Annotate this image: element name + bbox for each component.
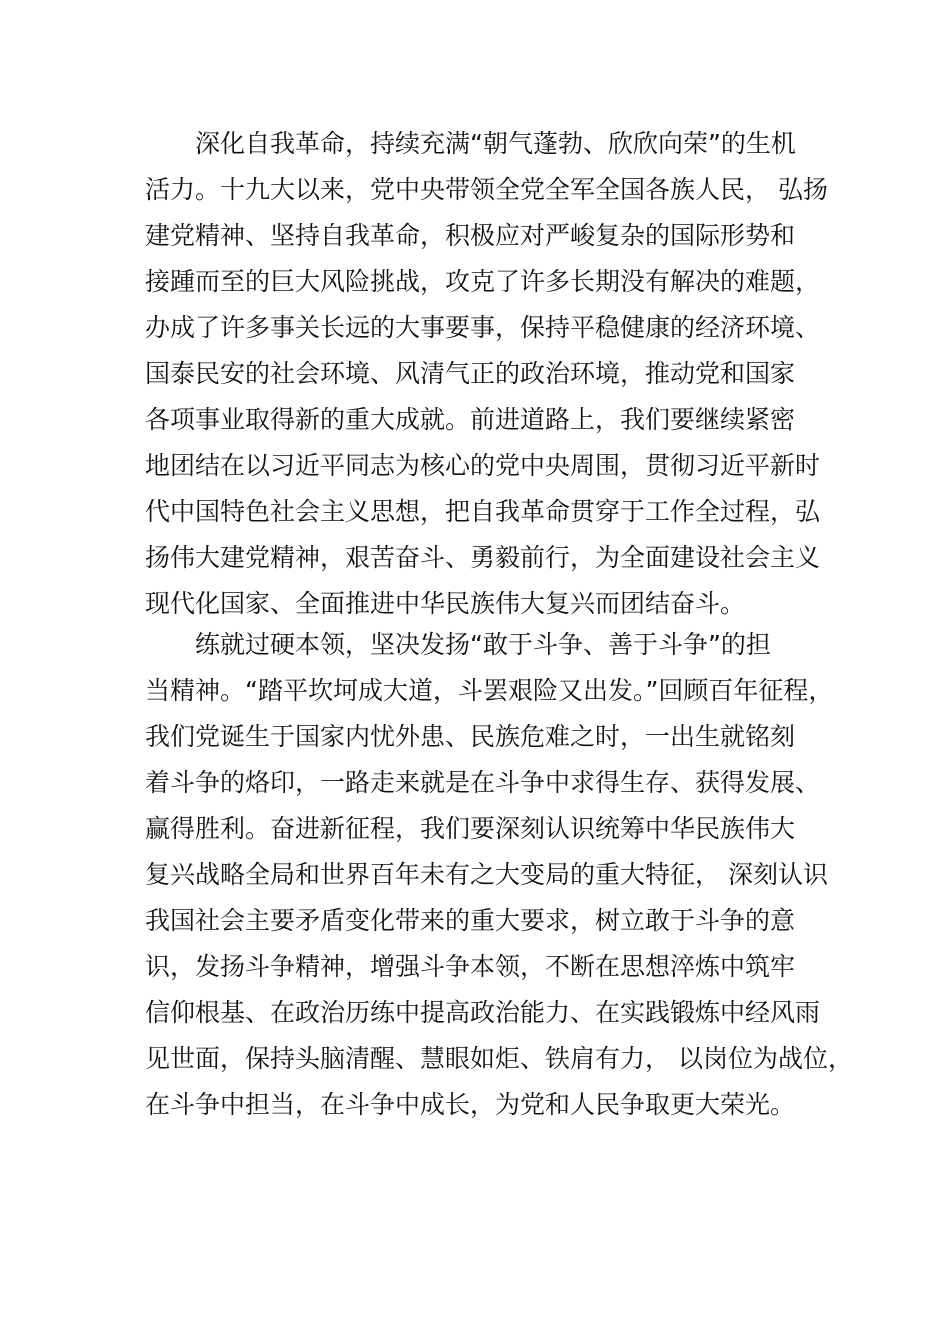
paragraph-line: 扬伟大建党精神，艰苦奋斗、勇毅前行，为全面建设社会主义 <box>145 543 821 572</box>
paragraph-line: 地团结在以习近平同志为核心的党中央周围，贯彻习近平新时 <box>145 451 821 480</box>
paragraph-line: 赢得胜利。奋进新征程，我们要深刻认识统筹中华民族伟大 <box>145 814 796 843</box>
paragraph-line: 接踵而至的巨大风险挑战，攻克了许多长期没有解决的难题， <box>145 267 821 296</box>
paragraph-line: 复兴战略全局和世界百年未有之大变局的重大特征， 深刻认识 <box>145 860 828 889</box>
paragraph-self-revolution <box>145 121 828 627</box>
paragraph-line: 我国社会主要矛盾变化带来的重大要求，树立敢于斗争的意 <box>145 906 796 935</box>
paragraph-line: 信仰根基、在政治历练中提高政治能力、在实践锻炼中经风雨 <box>145 998 821 1027</box>
paragraph-line: 活力。十九大以来，党中央带领全党全军全国各族人民， 弘扬 <box>145 175 828 204</box>
paragraph-line: 识，发扬斗争精神，增强斗争本领，不断在思想淬炼中筑牢 <box>145 952 796 981</box>
paragraph-line: 在斗争中担当，在斗争中成长，为党和人民争取更大荣光。 <box>145 1090 796 1119</box>
paragraph-line: 深化自我革命，持续充满“朝气蓬勃、欣欣向荣”的生机 <box>195 129 796 158</box>
paragraph-line: 见世面，保持头脑清醒、慧眼如炬、铁肩有力， 以岗位为战位， <box>145 1044 853 1073</box>
paragraph-line: 现代化国家、全面推进中华民族伟大复兴而团结奋斗。 <box>145 589 746 618</box>
paragraph-line: 国泰民安的社会环境、风清气正的政治环境，推动党和国家 <box>145 359 796 388</box>
paragraph-line: 练就过硬本领，坚决发扬“敢于斗争、善于斗争”的担 <box>195 630 771 659</box>
paragraph-line: 建党精神、坚持自我革命，积极应对严峻复杂的国际形势和 <box>145 221 796 250</box>
paragraph-line: 办成了许多事关长远的大事要事，保持平稳健康的经济环境、 <box>145 313 821 342</box>
paragraph-line: 着斗争的烙印，一路走来就是在斗争中求得生存、获得发展、 <box>145 768 821 797</box>
paragraph-line: 我们党诞生于国家内忧外患、民族危难之时，一出生就铭刻 <box>145 722 796 751</box>
paragraph-line: 各项事业取得新的重大成就。前进道路上，我们要继续紧密 <box>145 405 796 434</box>
paragraph-line: 代中国特色社会主义思想，把自我革命贯穿于工作全过程，弘 <box>145 497 821 526</box>
paragraph-line: 当精神。“踏平坎坷成大道，斗罢艰险又出发。”回顾百年征程， <box>145 676 834 705</box>
paragraph-struggle-skills <box>145 622 853 1128</box>
